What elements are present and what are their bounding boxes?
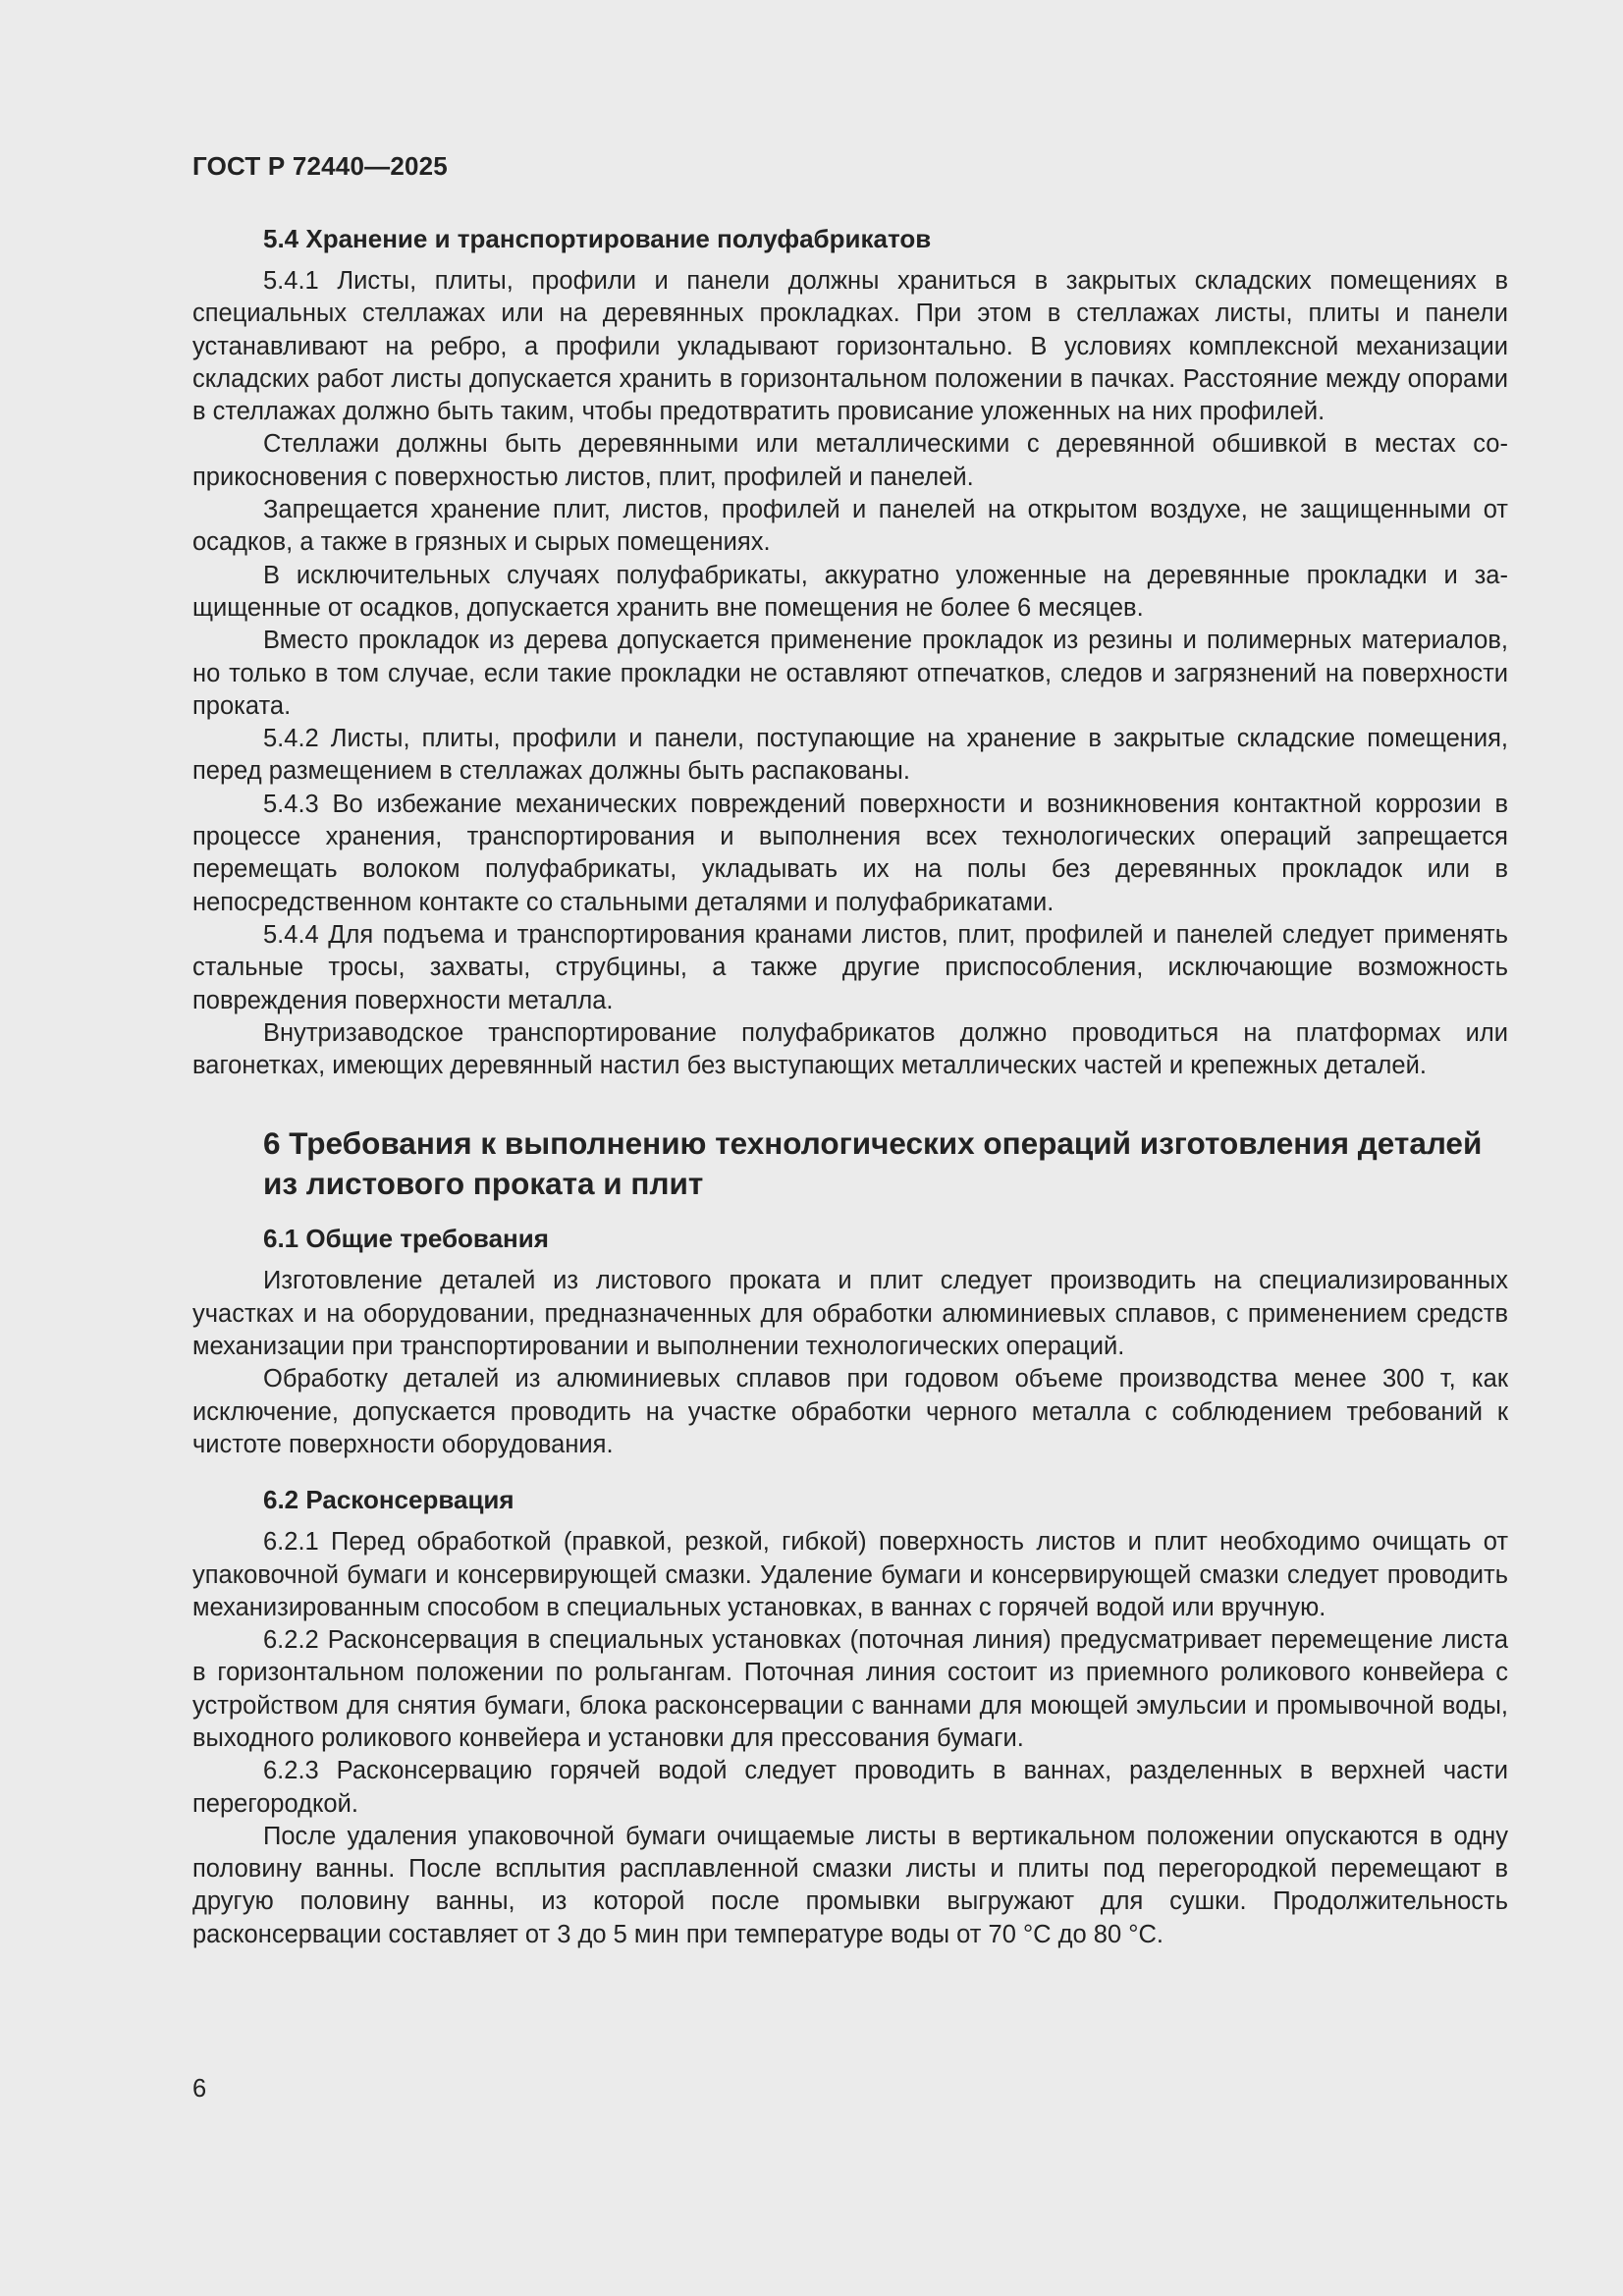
document-header: ГОСТ Р 72440—2025	[192, 151, 448, 181]
paragraph-5-4-4: 5.4.4 Для подъема и транспортирования кранами листов, плит, профилей и панелей следует применять стальные тросы, захваты, струбцины, а также другие приспособления, исключающие возможность повреждения поверхности металла.	[192, 920, 1508, 1014]
paragraph-6-2-2: 6.2.2 Расконсервация в специальных установках (поточная линия) предусматривает перемещение листа в горизонтальном положении по рольгангам. Поточная линия состоит из приемного роликового конвейера с устройством для снятия бумаги, блока расконсервации с ваннами для моющей эмульсии и промывочной воды, выходного роликового конвейера и установки для прессования бумаги.	[192, 1626, 1508, 1752]
paragraph-exceptional-cases: В исключительных случаях полуфабрикаты, аккуратно уложенные на деревянные прокладки и защищенные от осадков, допускается хранить вне помещения не более 6 месяцев.	[192, 561, 1508, 622]
document-page	[192, 0, 1508, 2296]
paragraph-outdoor-prohibition: Запрещается хранение плит, листов, профилей и панелей на открытом воздухе, не защищенными от осадков, а также в грязных и сырых помещениях.	[192, 496, 1508, 557]
section-heading-6-1: 6.1 Общие требования	[263, 1224, 549, 1254]
paragraph-5-4-1: 5.4.1 Листы, плиты, профили и панели должны храниться в закрытых складских помещениях в специальных стеллажах или на деревянных прокладках. При этом в стеллажах листы, плиты и панели устанавливают на ребро, а профили укладывают горизонтально. В условиях комплексной механизации складских работ листы допускается хранить в горизонтальном положении в пачках. Расстояние между опорами в стеллажах должно быть таким, чтобы предотвратить провисание уложенных на них профилей.	[192, 267, 1508, 426]
document-body	[192, 222, 1508, 1951]
section-heading-6: 6 Требования к выполнению технологических операций изготовления деталей из листового проката и плит	[263, 1125, 1483, 1202]
paragraph-in-plant-transport: Внутризаводское транспортирование полуфабрикатов должно проводиться на платформах или вагонетках, имеющих деревянный настил без выступающих металлических частей и крепежных деталей.	[192, 1018, 1508, 1080]
paragraph-6-2-3-continued: После удаления упаковочной бумаги очищаемые листы в вертикальном положении опускаются в одну половину ванны. После всплытия расплавленной смазки листы и плиты под перегородкой перемещают в другую половину ванны, из которой после промывки выгружают для сушки. Продолжительность расконсервации составляет от 3 до 5 мин при температуре воды от 70 °С до 80 °С.	[192, 1822, 1508, 1948]
paragraph-6-2-1: 6.2.1 Перед обработкой (правкой, резкой, гибкой) поверхность листов и плит необходимо очищать от упаковочной бумаги и консервирующей смазки. Удаление бумаги и консервирующей смазки следует проводить механизированным способом в специальных установках, в ваннах с горячей водой или вручную.	[192, 1528, 1508, 1621]
paragraph-5-4-2: 5.4.2 Листы, плиты, профили и панели, поступающие на хранение в закрытые складские помещения, перед размещением в стеллажах должны быть распакованы.	[192, 725, 1508, 786]
section-heading-6-2: 6.2 Расконсервация	[263, 1485, 514, 1515]
section-heading-5-4: 5.4 Хранение и транспортирование полуфабрикатов	[263, 224, 932, 253]
paragraph-6-2-3: 6.2.3 Расконсервацию горячей водой следует проводить в ваннах, разделенных в верхней части перегородкой.	[192, 1757, 1508, 1818]
paragraph-spacers: Вместо прокладок из дерева допускается применение прокладок из резины и полимерных материалов, но только в том случае, если такие прокладки не оставляют отпечатков, следов и загрязнений на поверхности проката.	[192, 627, 1508, 720]
paragraph-racks: Стеллажи должны быть деревянными или металлическими с деревянной обшивкой в местах соприкосновения с поверхностью листов, плит, профилей и панелей.	[192, 430, 1508, 491]
paragraph-6-1-manufacturing: Изготовление деталей из листового проката и плит следует производить на специализированных участках и на оборудовании, предназначенных для обработки алюминиевых сплавов, с применением средств механизации при транспортировании и выполнении технологических операций.	[192, 1267, 1508, 1361]
paragraph-6-1-exception: Обработку деталей из алюминиевых сплавов при годовом объеме производства менее 300 т, как исключение, допускается проводить на участке обработки черного металла с соблюдением требований к чистоте поверхности оборудования.	[192, 1365, 1508, 1458]
paragraph-5-4-3: 5.4.3 Во избежание механических повреждений поверхности и возникновения контактной коррозии в процессе хранения, транспортирования и выполнения всех технологических операций запрещается перемещать волоком полуфабрикаты, укладывать их на полы без деревянных прокладок или в непосредственном контакте со стальными деталями и полуфабрикатами.	[192, 790, 1508, 916]
page-number: 6	[192, 2075, 207, 2103]
